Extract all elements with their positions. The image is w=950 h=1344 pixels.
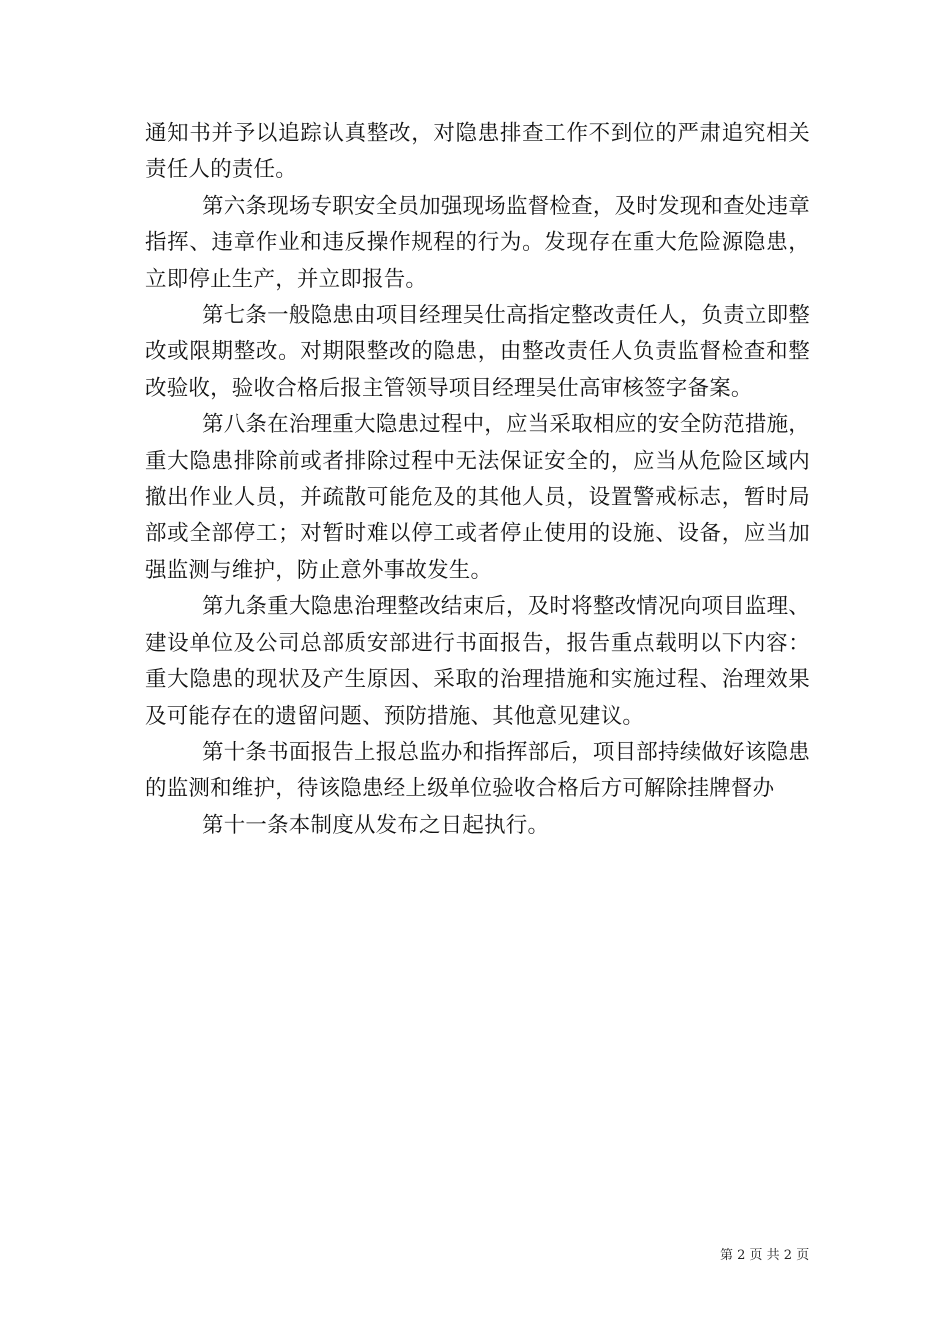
document-body [145,116,810,844]
paragraph-article-10: 第十条书面报告上报总监办和指挥部后，项目部持续做好该隐患的监测和维护，待该隐患经上级单位验收合格后方可解除挂牌督办 [145,739,810,802]
paragraph-article-8: 第八条在治理重大隐患过程中，应当采取相应的安全防范措施，重大隐患排除前或者排除过程中无法保证安全的，应当从危险区域内撤出作业人员，并疏散可能危及的其他人员，设置警戒标志，暂时局部或全部停工；对暂时难以停工或者停止使用的设施、设备，应当加强监测与维护，防止意外事故发生。 [145,412,810,583]
paragraph-article-6: 第六条现场专职安全员加强现场监督检查，及时发现和查处违章指挥、违章作业和违反操作规程的行为。发现存在重大危险源隐患，立即停止生产，并立即报告。 [145,193,810,292]
page-number-footer: 第 2 页 共 2 页 [720,1248,810,1263]
paragraph-article-11: 第十一条本制度从发布之日起执行。 [202,812,550,838]
paragraph-article-7: 第七条一般隐患由项目经理吴仕高指定整改责任人，负责立即整改或限期整改。对期限整改的隐患，由整改责任人负责监督检查和整改验收，验收合格后报主管领导项目经理吴仕高审核签字备案。 [145,303,810,401]
paragraph-article-9: 第九条重大隐患治理整改结束后，及时将整改情况向项目监理、建设单位及公司总部质安部进行书面报告，报告重点载明以下内容：重大隐患的现状及产生原因、采取的治理措施和实施过程、治理效果及可能存在的遗留问题、预防措施、其他意见建议。 [145,594,810,729]
paragraph-continuation: 通知书并予以追踪认真整改，对隐患排查工作不到位的严肃追究相关责任人的责任。 [145,121,810,183]
